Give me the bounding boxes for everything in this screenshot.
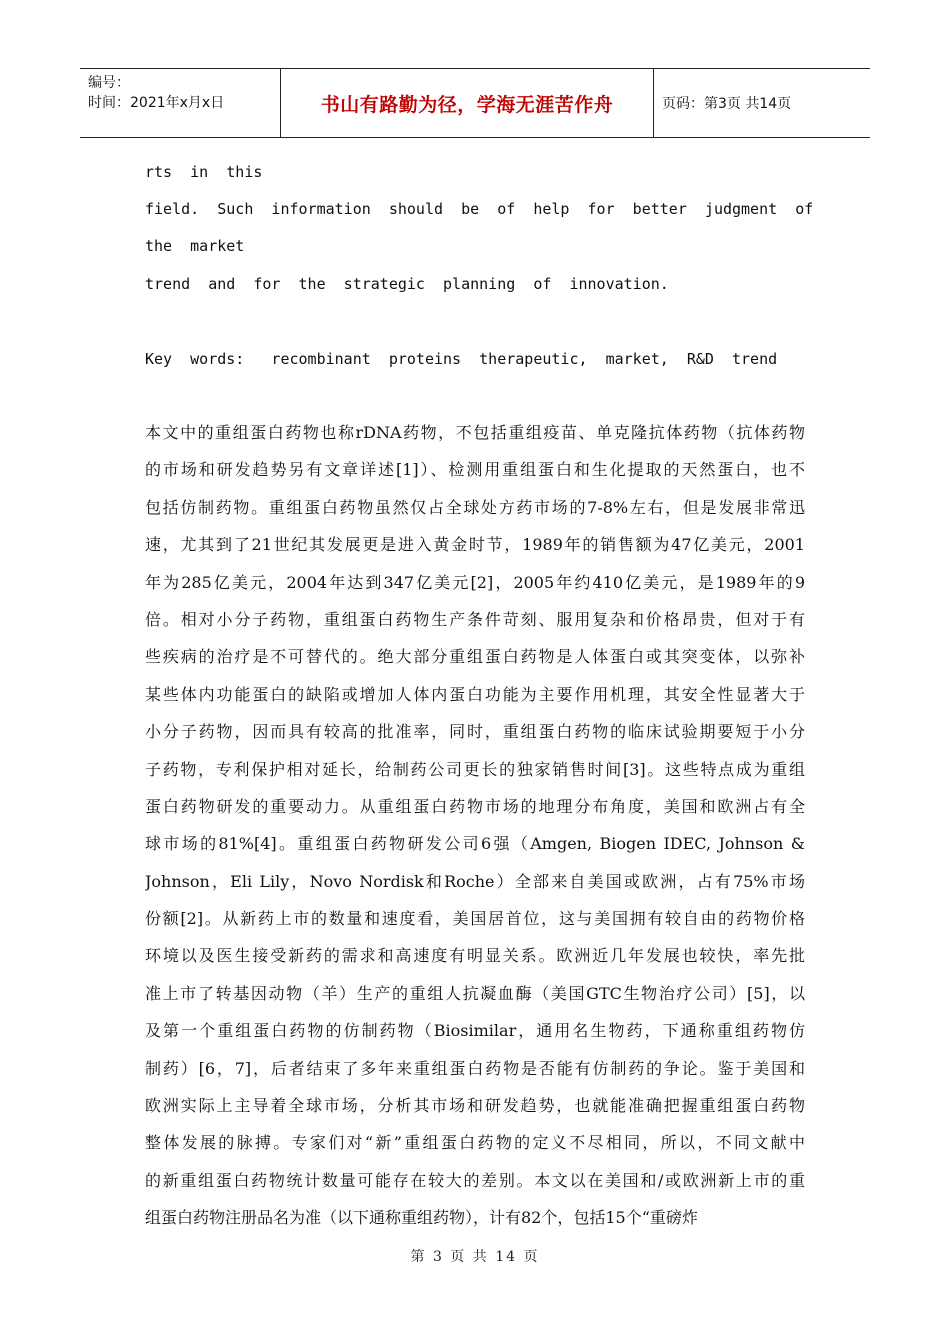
body-line: 组蛋白药物注册品名为准（以下通称重组药物），计有82个，包括15个“重磅炸	[145, 1208, 698, 1228]
body-line: 环境以及医生接受新药的需求和高速度有明显关系。欧洲近几年发展也较快，率先批	[145, 946, 805, 966]
body-line: 某些体内功能蛋白的缺陷或增加人体内蛋白功能为主要作用机理，其安全性显著大于	[145, 684, 805, 704]
body-line: 包括仿制药物。重组蛋白药物虽然仅占全球处方药市场的7-8%左右，但是发展非常迅	[145, 497, 805, 517]
body-line: 年为285亿美元，2004年达到347亿美元[2]，2005年约410亿美元，是1989年的9	[145, 572, 805, 592]
abstract-line: trend and for the strategic planning of innovation.	[145, 275, 669, 293]
body-line: 速，尤其到了21世纪其发展更是进入黄金时节，1989年的销售额为47亿美元，2001	[145, 535, 805, 555]
header-page-number: 页码：第3页 共14页	[662, 96, 792, 112]
body-line: Johnson，Eli Lily，Novo Nordisk和Roche）全部来自美国或欧洲，占有75%市场	[145, 871, 805, 891]
body-line: 欧洲实际上主导着全球市场，分析其市场和研发趋势，也就能准确把握重组蛋白药物	[145, 1096, 805, 1116]
document-number: 编号：	[88, 75, 130, 91]
header-motto: 书山有路勤为径，学海无涯苦作舟	[280, 69, 654, 137]
body-line: 本文中的重组蛋白药物也称rDNA药物，不包括重组疫苗、单克隆抗体药物（抗体药物	[145, 423, 805, 442]
body-line: 倍。相对小分子药物，重组蛋白药物生产条件苛刻、服用复杂和价格昂贵，但对于有	[145, 609, 805, 629]
header-meta	[80, 69, 280, 137]
keywords-line: Key words: recombinant proteins therapeutic, market, R&D trend	[145, 350, 778, 368]
body-line: 小分子药物，因而具有较高的批准率，同时，重组蛋白药物的临床试验期要短于小分	[145, 722, 805, 742]
body-line: 些疾病的治疗是不可替代的。绝大部分重组蛋白药物是人体蛋白或其突变体，以弥补	[145, 647, 805, 667]
abstract-line: rts in this	[145, 163, 263, 181]
body-line: 及第一个重组蛋白药物的仿制药物（Biosimilar，通用名生物药，下通称重组药物仿	[145, 1021, 805, 1041]
body-line: 的市场和研发趋势另有文章详述[1]）、检测用重组蛋白和生化提取的天然蛋白，也不	[145, 460, 805, 480]
body-paragraph	[145, 414, 805, 1237]
body-line: 份额[2]。从新药上市的数量和速度看，美国居首位，这与美国拥有较自由的药物价格	[145, 909, 805, 929]
body-line: 蛋白药物研发的重要动力。从重组蛋白药物市场的地理分布角度，美国和欧洲占有全	[145, 796, 805, 816]
body-line: 制药）[6，7]，后者结束了多年来重组蛋白药物是否能有仿制药的争论。鉴于美国和	[145, 1058, 805, 1078]
body-line: 准上市了转基因动物（羊）生产的重组人抗凝血酶（美国GTC生物治疗公司）[5]，以	[145, 983, 805, 1003]
body-line: 球市场的81%[4]。重组蛋白药物研发公司6强（Amgen, Biogen IDEC, Johnson &	[145, 834, 805, 854]
page-footer: 第 3 页 共 14 页	[410, 1249, 540, 1265]
document-time: 时间：2021年x月x日	[88, 95, 225, 111]
abstract-line: the market	[145, 237, 245, 255]
abstract-line: field. Such information should be of help for better judgment of	[145, 200, 814, 218]
body-line: 的新重组蛋白药物统计数量可能存在较大的差别。本文以在美国和/或欧洲新上市的重	[145, 1170, 805, 1190]
page-header	[80, 68, 870, 138]
body-line: 子药物，专利保护相对延长，给制药公司更长的独家销售时间[3]。这些特点成为重组	[145, 759, 805, 779]
body-line: 整体发展的脉搏。专家们对“新”重组蛋白药物的定义不尽相同，所以，不同文献中	[145, 1133, 805, 1153]
